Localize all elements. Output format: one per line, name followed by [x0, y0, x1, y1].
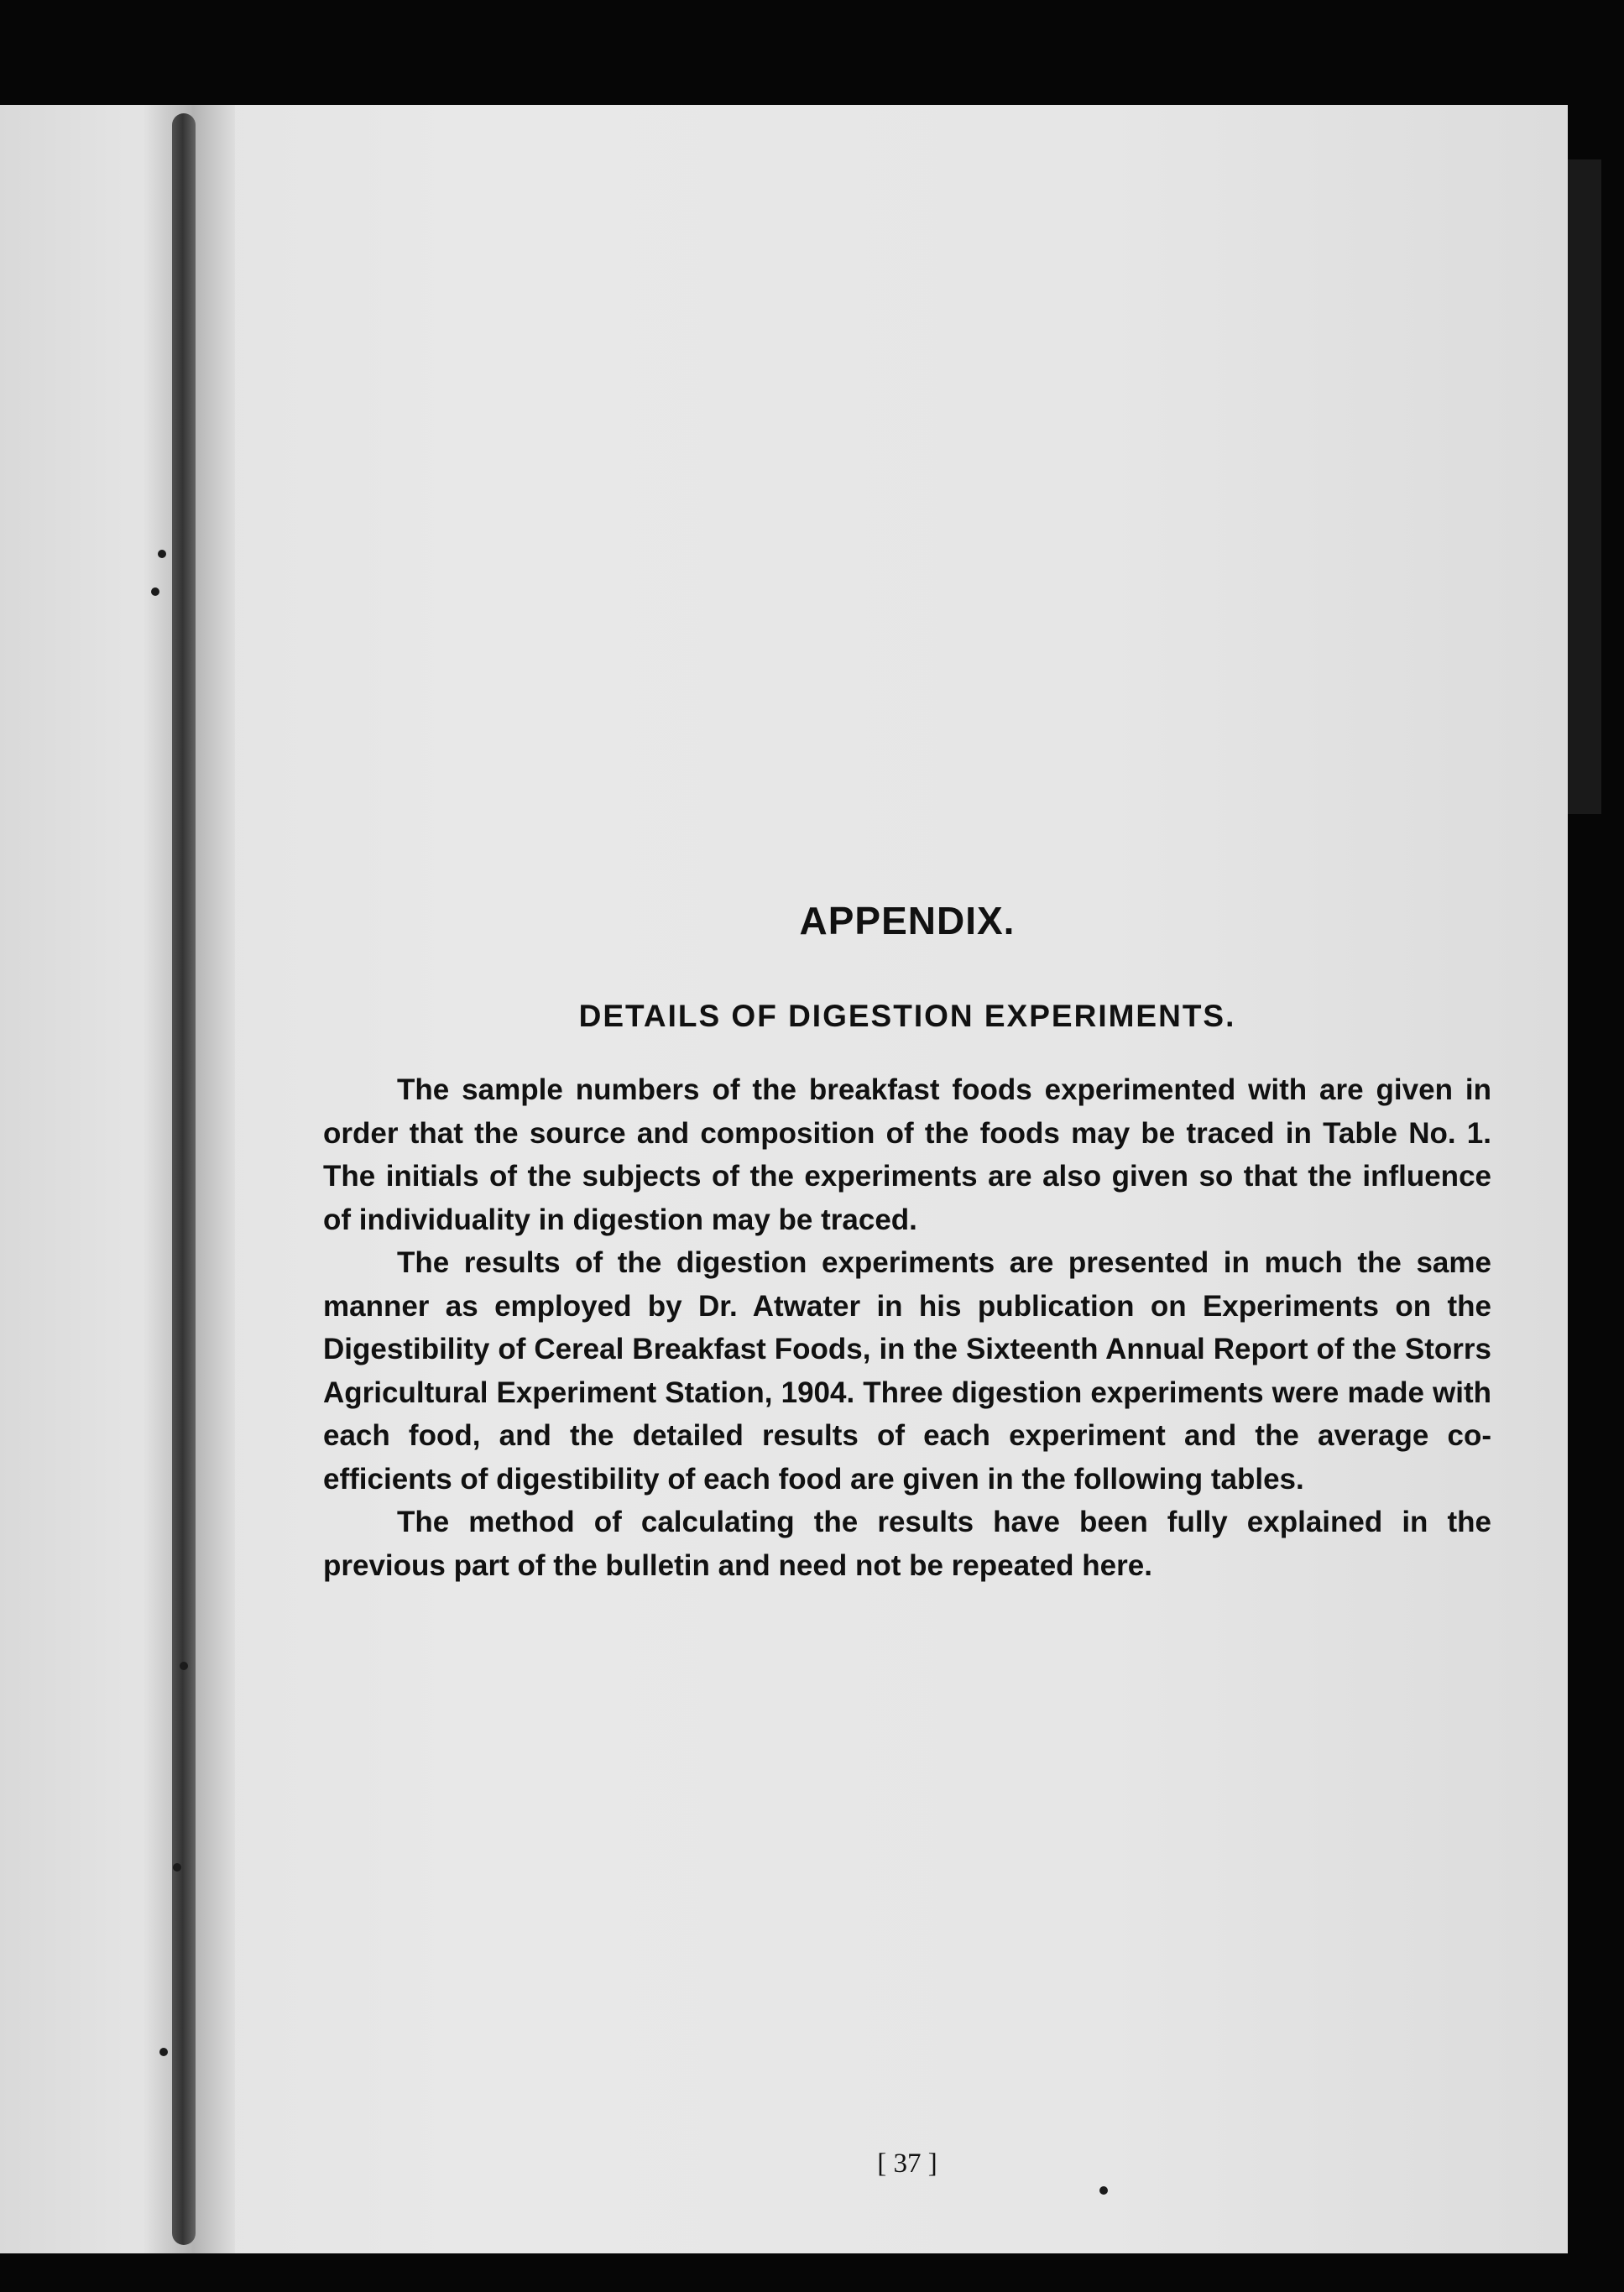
paragraph-1: The sample numbers of the breakfast foods experimented with are given in order that the source and composition of the foods may be traced in Table No. 1. The initials of the subjects of the experiments are also given so that the influence of individuality in digestion may be traced. — [323, 1073, 1491, 1236]
section-subheading: DETAILS OF DIGESTION EXPERIMENTS. — [578, 999, 1236, 1033]
ink-speck — [158, 550, 166, 558]
ink-speck — [1099, 2186, 1108, 2195]
ink-speck — [159, 2048, 168, 2056]
binding-spine — [172, 113, 196, 2245]
body-text — [323, 1068, 1491, 1587]
appendix-heading: APPENDIX. — [799, 899, 1016, 942]
scan-edge-shadow — [1568, 159, 1601, 814]
paragraph-3: The method of calculating the results have been fully explained in the previous part of the bulletin and need not be repeated here. — [323, 1506, 1491, 1582]
paragraph-2: The results of the digestion experiments are presented in much the same manner as employed by Dr. Atwater in his publication on Experiments on the Digestibility of Cereal Breakfast Foods, in the Sixteenth Annual Report of the Storrs Agricultural Experiment Station, 1904. Three digestion experiments were made with each food, and the detailed results of each experiment and the average co-efficients of digestibility of each food are given in the following tables. — [323, 1246, 1491, 1496]
ink-speck — [173, 1863, 181, 1872]
ink-speck — [180, 1662, 188, 1670]
ink-speck — [151, 587, 159, 596]
paper-page — [0, 105, 1568, 2253]
page-number: [ 37 ] — [877, 2148, 937, 2179]
